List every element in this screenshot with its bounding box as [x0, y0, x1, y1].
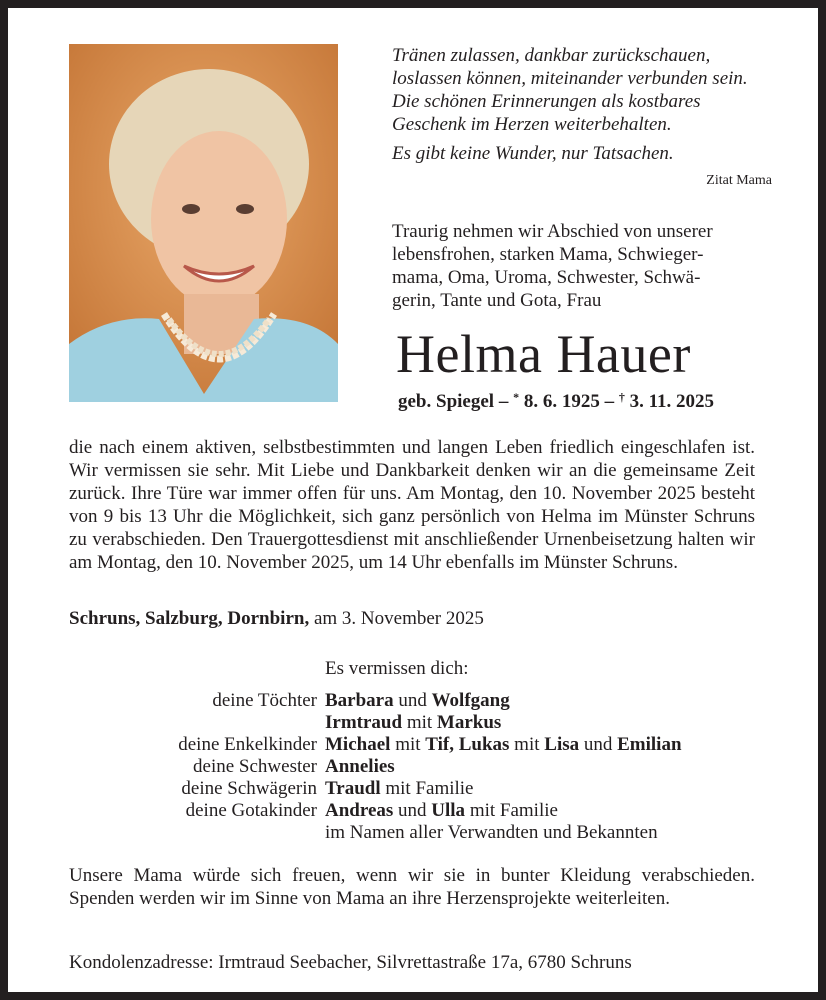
- intro-line: Traurig nehmen wir Abschied von unserer: [392, 221, 713, 242]
- birth-date: 8. 6. 1925: [523, 391, 600, 412]
- quote-attribution: Zitat Mama: [706, 173, 772, 188]
- quote-line: Geschenk im Herzen weiterbehalten.: [392, 114, 672, 135]
- family-row: [69, 822, 769, 844]
- family-row: [69, 690, 769, 712]
- family-list: [69, 658, 769, 844]
- maiden-name: geb. Spiegel: [398, 391, 495, 412]
- family-row: [69, 756, 769, 778]
- place-date: [69, 608, 484, 630]
- closing-text: Unsere Mama würde sich freuen, wenn wir sie in bunter Kleidung verabschieden. Spenden werden wir im Sinne von Mama an ihre Herzensprojekte weiterleiten.: [69, 865, 755, 909]
- portrait-photo: [69, 44, 338, 402]
- family-row: [69, 734, 769, 756]
- death-date: 3. 11. 2025: [629, 391, 715, 412]
- portrait-image: [69, 44, 338, 402]
- intro-line: lebensfrohen, starken Mama, Schwieger-: [392, 244, 704, 265]
- quote-block: [392, 44, 772, 192]
- relation-label: deine Töchter: [212, 690, 317, 711]
- condolence-address: Kondolenzadresse: Irmtraud Seebacher, Silvrettastraße 17a, 6780 Schruns: [69, 952, 632, 973]
- relation-label: [69, 822, 325, 844]
- quote-second: Es gibt keine Wunder, nur Tatsachen.: [392, 143, 674, 164]
- quote-line: Tränen zulassen, dankbar zurückschauen,: [392, 45, 711, 66]
- obituary-card: [8, 8, 818, 992]
- relation-label: deine Schwester: [193, 756, 317, 777]
- relative-names: im Namen aller Verwandten und Bekannten: [325, 822, 658, 843]
- relative-names: Andreas und Ulla mit Familie: [325, 800, 558, 821]
- family-row: [69, 712, 769, 734]
- intro-line: mama, Oma, Uroma, Schwester, Schwä-: [392, 267, 701, 288]
- date: am 3. November 2025: [313, 608, 484, 629]
- places: Schruns, Salzburg, Dornbirn,: [69, 608, 310, 629]
- intro-text: [392, 220, 762, 312]
- relation-label: [69, 712, 325, 734]
- death-symbol: †: [618, 390, 625, 404]
- relation-label: deine Gotakinder: [185, 800, 317, 821]
- quote-line: Die schönen Erinnerungen als kostbares: [392, 91, 701, 112]
- family-row: [69, 800, 769, 822]
- relative-names: Michael mit Tif, Lukas mit Lisa und Emilian: [325, 734, 682, 755]
- birth-symbol: *: [513, 390, 520, 404]
- relation-label: deine Enkelkinder: [178, 734, 317, 755]
- intro-line: gerin, Tante und Gota, Frau: [392, 290, 602, 311]
- relative-names: Traudl mit Familie: [325, 778, 474, 799]
- relative-names: Annelies: [325, 756, 395, 777]
- life-dates: geb. Spiegel – * 8. 6. 1925 – † 3. 11. 2025: [398, 390, 715, 412]
- family-heading: Es vermissen dich:: [325, 658, 469, 679]
- body-text: die nach einem aktiven, selbstbestimmten und langen Leben friedlich eingeschlafen ist. Wir vermissen sie sehr. Mit Liebe und Dankbarkeit denken wir an die gemeinsame Zeit zurück. Ihre Türe war immer offen für uns. Am Montag, den 10. November 2025 besteht von 9 bis 13 Uhr die Möglichkeit, sich ganz persönlich von Helma im Münster Schruns zu verabschieden. Den Trauergottesdienst mit anschließender Urnenbeisetzung halten wir am Montag, den 10. November 2025, um 14 Uhr ebenfalls im Münster Schruns.: [69, 437, 755, 573]
- deceased-name: Helma Hauer: [396, 324, 691, 384]
- relative-names: Irmtraud mit Markus: [325, 712, 502, 733]
- relation-label: deine Schwägerin: [181, 778, 317, 799]
- relative-names: Barbara und Wolfgang: [325, 690, 510, 711]
- quote-line: loslassen können, miteinander verbunden sein.: [392, 68, 748, 89]
- family-row: [69, 778, 769, 800]
